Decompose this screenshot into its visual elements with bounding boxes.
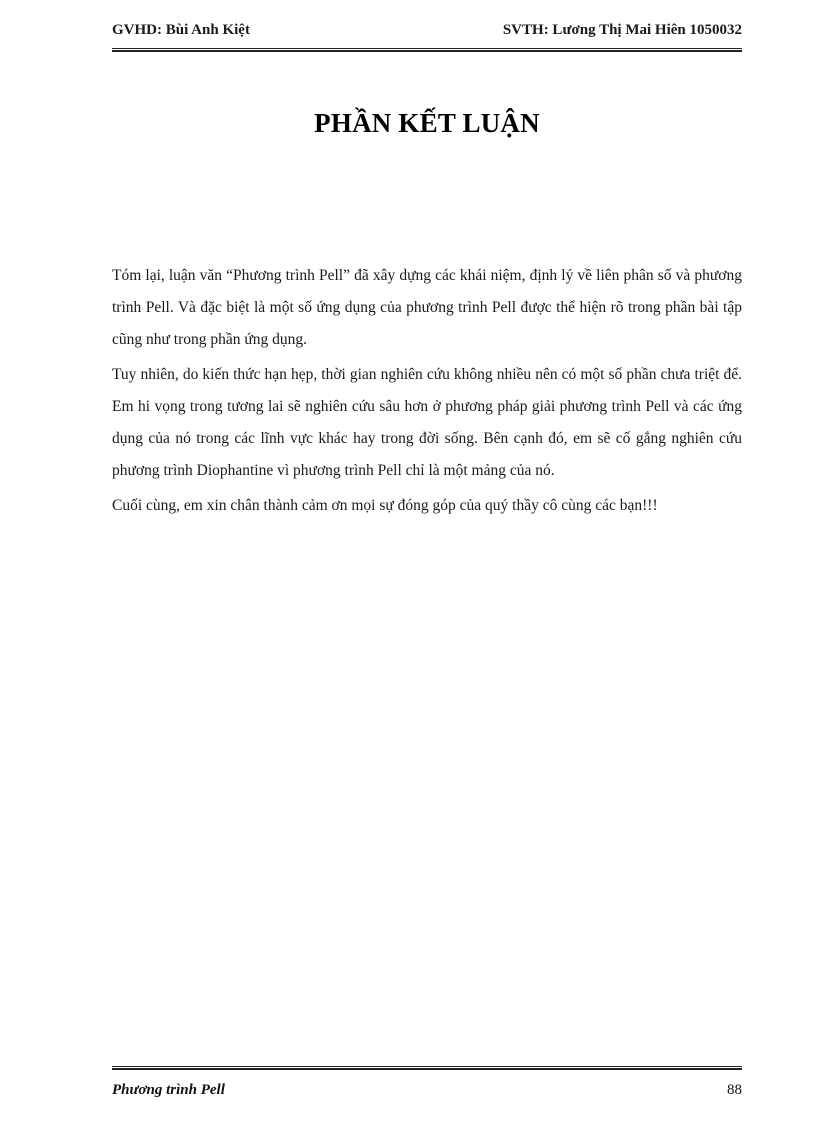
student-label: SVTH: Lương Thị Mai Hiên 1050032 bbox=[502, 22, 742, 38]
paragraph-summary: Tóm lại, luận văn “Phương trình Pell” đã xây dựng các khái niệm, định lý về liên phân số và phương trình Pell. Và đặc biệt là một số ứng dụng của phương trình Pell được thể hiện rõ trong phần bài tập cũng như trong phần ứng dụng. bbox=[112, 267, 742, 348]
page-header bbox=[112, 22, 742, 42]
paragraph-thanks: Cuối cùng, em xin chân thành cảm ơn mọi sự đóng góp của quý thầy cô cùng các bạn!!! bbox=[112, 497, 658, 514]
paragraph-limitations: Tuy nhiên, do kiến thức hạn hẹp, thời gian nghiên cứu không nhiều nên có một số phần chưa triệt để. Em hi vọng trong tương lai sẽ nghiên cứu sâu hơn ở phương pháp giải phương trình Pell và các ứng dụng của nó trong các lĩnh vực khác hay trong đời sống. Bên cạnh đó, em sẽ cố gắng nghiên cứu phương trình Diophantine vì phương trình Pell chỉ là một mảng của nó. bbox=[112, 366, 742, 479]
advisor-label: GVHD: Bùi Anh Kiệt bbox=[112, 22, 250, 38]
conclusion-body bbox=[112, 260, 742, 525]
footer-divider bbox=[112, 1066, 742, 1070]
page-title: PHẦN KẾT LUẬN bbox=[314, 108, 540, 139]
page-footer bbox=[112, 1082, 742, 1102]
header-divider bbox=[112, 48, 742, 52]
footer-title: Phương trình Pell bbox=[112, 1082, 225, 1098]
page-number: 88 bbox=[727, 1082, 742, 1098]
